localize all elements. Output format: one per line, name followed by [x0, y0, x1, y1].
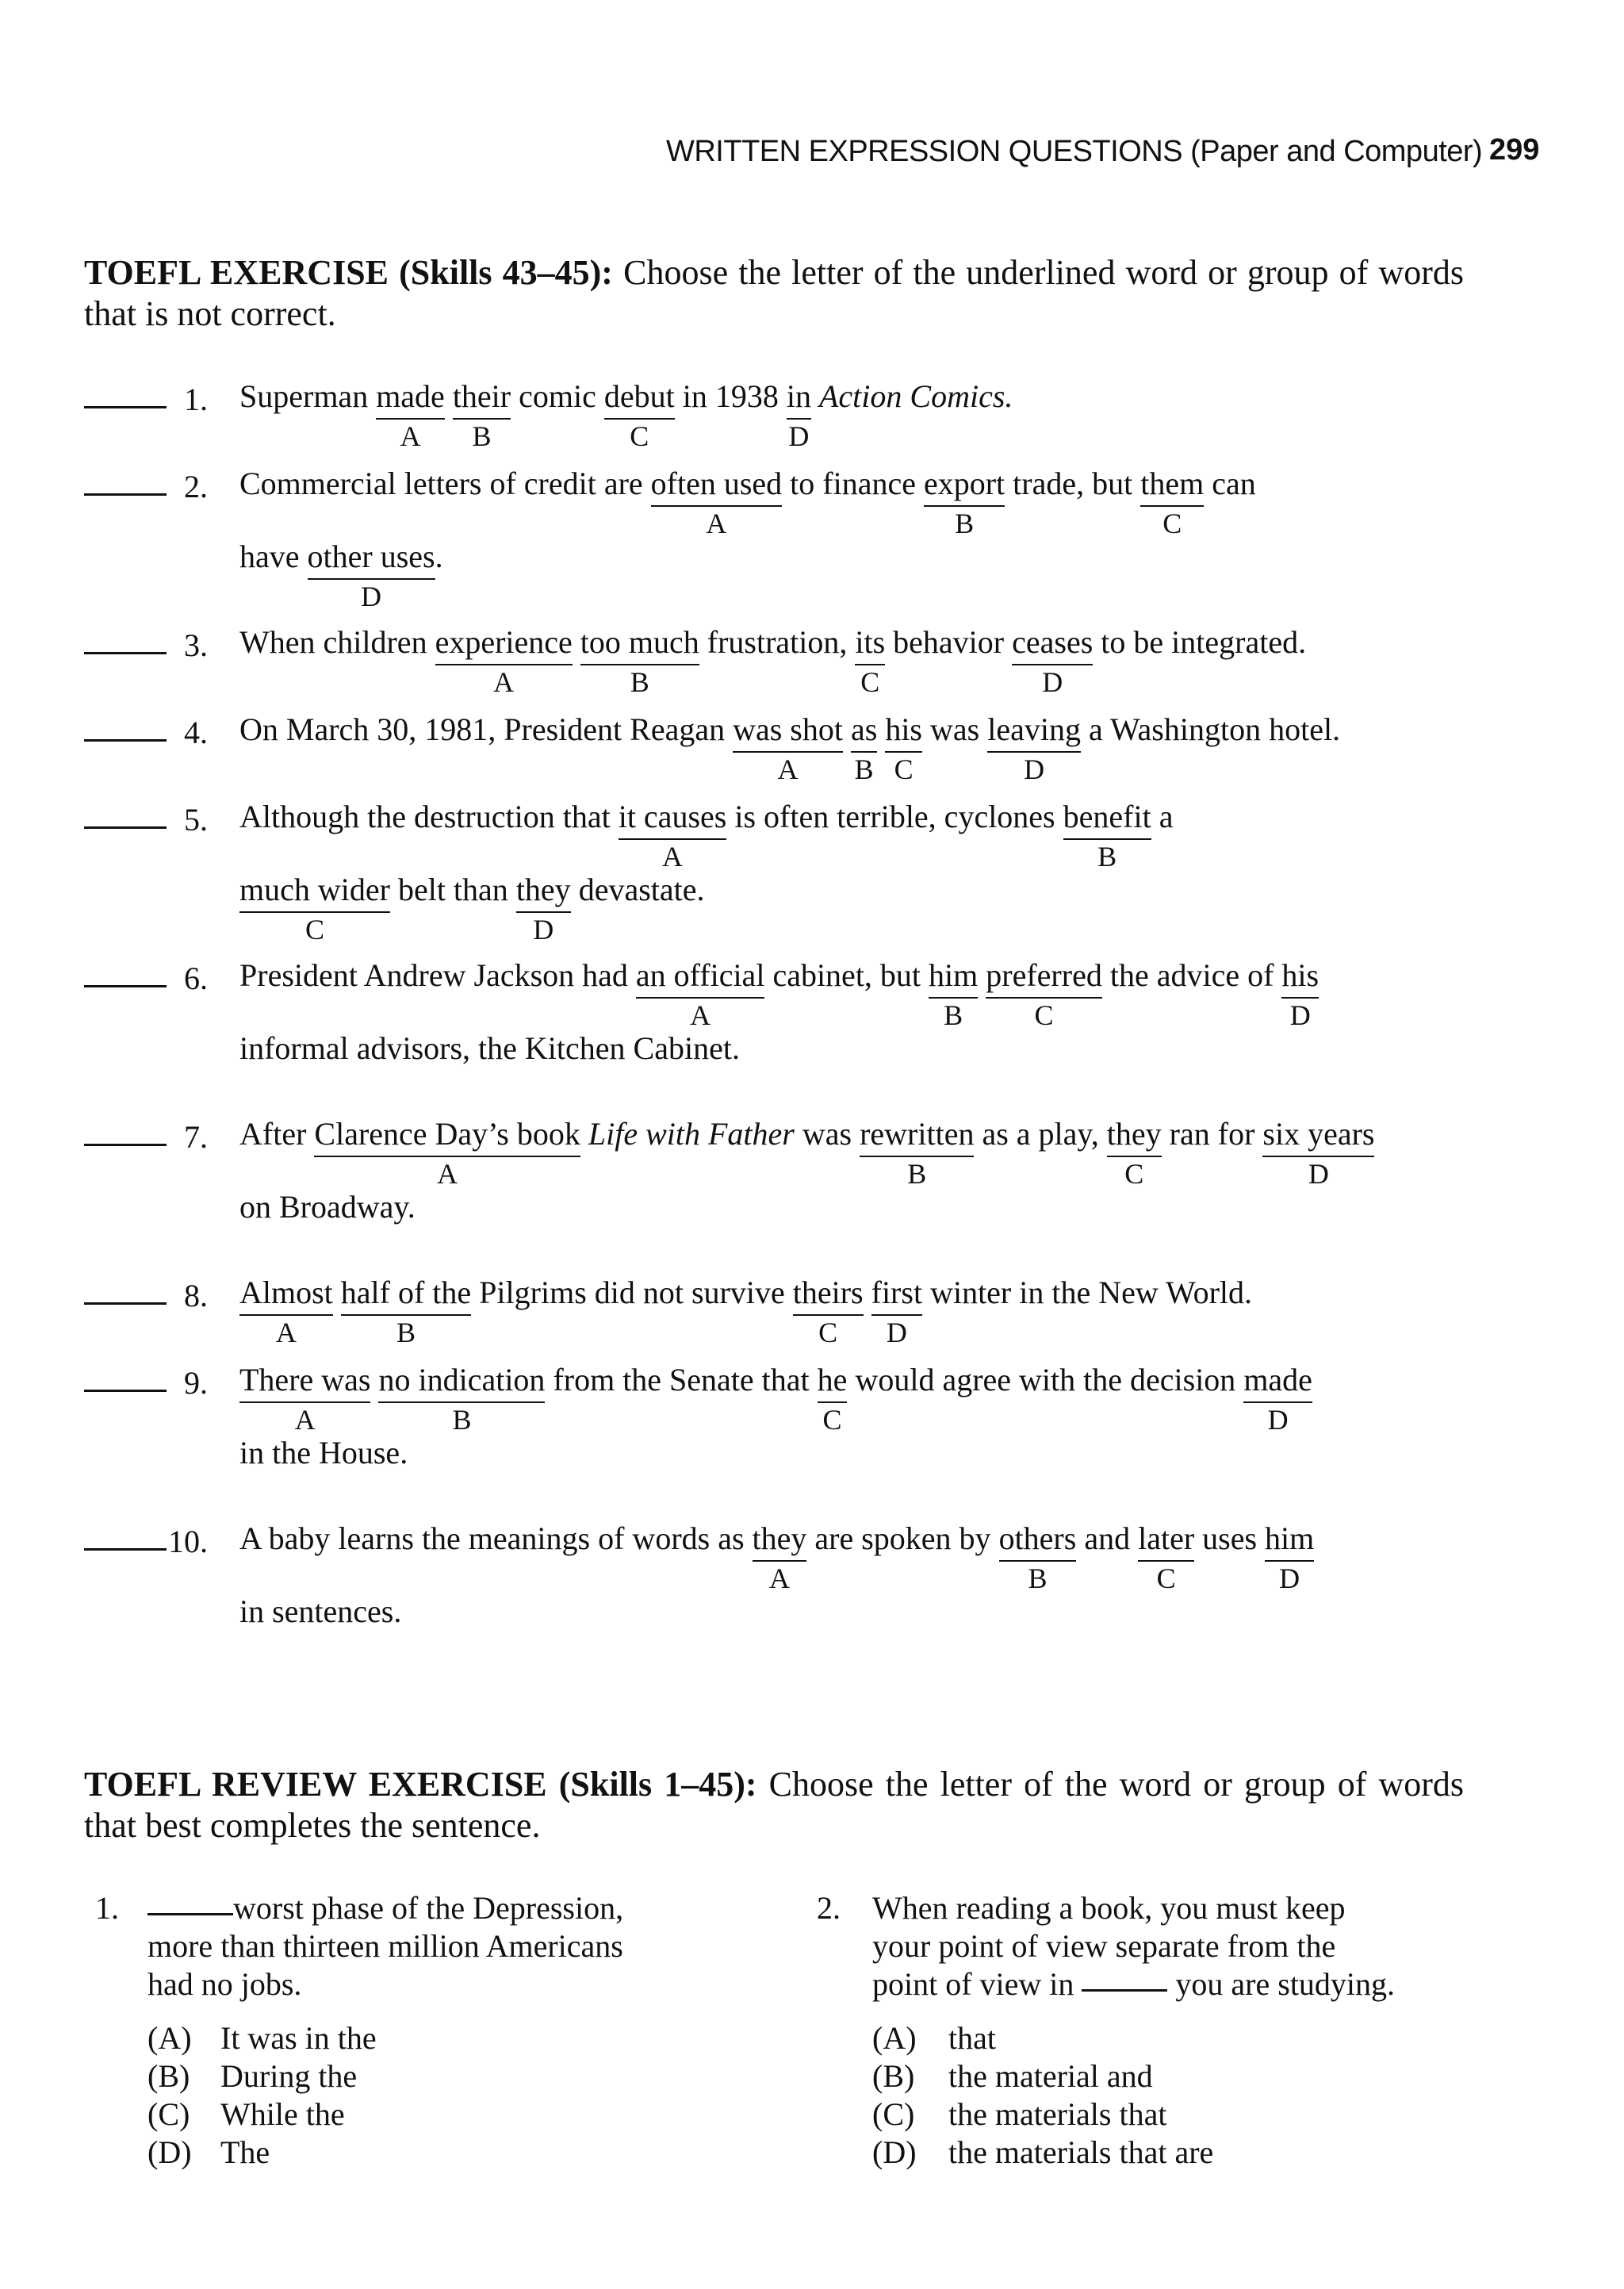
sentence-text: Commercial letters of credit are	[239, 466, 651, 501]
choice-letter: D	[1024, 753, 1045, 785]
answer-blank-wrapper	[84, 470, 193, 507]
answer-blank-wrapper	[84, 628, 193, 665]
question-line	[239, 711, 1341, 785]
underlined-text: its	[855, 624, 886, 660]
sentence-text: frustration,	[699, 624, 856, 660]
option-text[interactable]: the materials that	[948, 2096, 1167, 2132]
sentence-text: behavior	[885, 624, 1013, 660]
underlined-choice[interactable]	[871, 1275, 923, 1348]
choice-letter: B	[907, 1158, 927, 1190]
underlined-choice[interactable]	[435, 624, 573, 698]
choice-letter: A	[690, 999, 711, 1031]
sentence-text: the advice of	[1101, 957, 1282, 993]
question-number: 3.	[184, 627, 208, 663]
sentence-text	[864, 1275, 871, 1310]
question-line	[239, 378, 1013, 452]
underlined-text: was shot	[733, 711, 843, 747]
option-letter[interactable]: (D)	[147, 2134, 192, 2170]
option-text[interactable]: During the	[220, 2058, 358, 2094]
answer-blank-wrapper	[84, 1279, 193, 1316]
underlined-choice[interactable]	[239, 1362, 371, 1436]
question-line-continued	[239, 539, 443, 612]
question-number: 9.	[184, 1365, 208, 1401]
question-line	[239, 1520, 1315, 1594]
sentence-text: ran for	[1161, 1116, 1263, 1152]
sentence-text: comic	[511, 378, 604, 414]
underlined-choice[interactable]	[452, 378, 511, 452]
italic-title: Action Comics.	[818, 378, 1013, 414]
underlined-text: half of the	[340, 1275, 472, 1310]
underlined-text: an official	[635, 957, 765, 993]
underlined-text: export	[923, 466, 1005, 501]
option-text[interactable]: The	[220, 2134, 270, 2170]
underlined-text: benefit	[1063, 799, 1151, 834]
underlined-text: his	[885, 711, 922, 747]
question-number: 4.	[184, 715, 208, 750]
underlined-text: his	[1281, 957, 1320, 993]
exercise-title: TOEFL EXERCISE (Skills 43–45):	[84, 253, 613, 292]
underlined-choice[interactable]	[1281, 957, 1320, 1031]
option-letter[interactable]: (A)	[147, 2020, 192, 2056]
option-text[interactable]: While the	[220, 2096, 345, 2132]
underlined-text: they	[515, 872, 571, 907]
stem-text: you are studying.	[1175, 1966, 1396, 2002]
choice-letter: D	[1042, 666, 1063, 698]
underlined-text: experience	[435, 624, 573, 660]
sentence-text	[978, 957, 986, 993]
underlined-text: other uses	[307, 539, 435, 574]
question-line	[239, 466, 1256, 539]
option-letter[interactable]: (B)	[147, 2058, 190, 2094]
sentence-text: Pilgrims did not survive	[471, 1275, 793, 1310]
answer-blank-wrapper	[84, 803, 193, 840]
choice-letter: C	[818, 1317, 838, 1348]
choice-letter: D	[1267, 1404, 1289, 1436]
underlined-choice[interactable]	[239, 1275, 333, 1348]
answer-blank[interactable]	[84, 1144, 167, 1146]
sentence-text	[843, 711, 851, 747]
answer-blank[interactable]	[84, 826, 167, 829]
answer-blank-wrapper	[84, 715, 193, 753]
sentence-text: cabinet, but	[764, 957, 929, 993]
choice-letter: C	[894, 753, 914, 785]
sentence-text: winter in the New World.	[922, 1275, 1253, 1310]
underlined-text: preferred	[986, 957, 1102, 993]
sentence-text: Although the destruction that	[239, 799, 619, 834]
underlined-text: in	[786, 378, 811, 414]
sentence-text	[580, 1116, 588, 1152]
question-line-continued	[239, 1030, 740, 1066]
underlined-text: him	[1265, 1520, 1315, 1556]
underlined-text: ceases	[1012, 624, 1094, 660]
answer-blank-wrapper	[84, 382, 193, 420]
choice-letter: B	[1028, 1562, 1048, 1594]
sentence-text: A baby learns the meanings of words as	[239, 1520, 753, 1556]
question-line	[239, 799, 1174, 872]
underlined-choice[interactable]	[1140, 466, 1205, 539]
underlined-choice[interactable]	[1243, 1362, 1312, 1436]
choice-letter: A	[437, 1158, 458, 1190]
underlined-choice[interactable]	[239, 872, 390, 945]
sentence-text: on Broadway.	[239, 1189, 416, 1225]
choice-letter: A	[493, 666, 515, 698]
choice-letter: B	[955, 508, 975, 539]
stem-text: more than thirteen million Americans	[147, 1928, 623, 1964]
page-number: 299	[1489, 133, 1540, 167]
choice-letter: D	[1289, 999, 1311, 1031]
sentence-text: a	[1151, 799, 1174, 834]
underlined-text: Almost	[239, 1275, 333, 1310]
question-number: 8.	[184, 1278, 208, 1313]
question-line-continued	[239, 872, 705, 945]
question-line-continued	[239, 1191, 416, 1223]
underlined-choice[interactable]	[855, 624, 886, 698]
underlined-choice[interactable]	[580, 624, 699, 698]
question-number: 6.	[184, 960, 208, 996]
question-number: 2.	[184, 469, 208, 504]
underlined-choice[interactable]	[792, 1275, 864, 1348]
underlined-choice[interactable]	[733, 711, 843, 785]
underlined-choice[interactable]	[376, 378, 445, 452]
underlined-text: he	[817, 1362, 848, 1398]
sentence-text	[877, 711, 885, 747]
sentence-text: uses	[1194, 1520, 1266, 1556]
underlined-text: too much	[580, 624, 699, 660]
answer-blank[interactable]	[84, 652, 167, 654]
sentence-text: to be integrated.	[1093, 624, 1307, 660]
question-line	[239, 1275, 1253, 1348]
choice-letter: D	[533, 914, 554, 945]
answer-blank[interactable]	[84, 1390, 167, 1392]
stem-text: had no jobs.	[147, 1966, 302, 2002]
sentence-text: After	[239, 1116, 315, 1152]
choice-letter: A	[662, 841, 684, 872]
sentence-text: belt than	[389, 872, 516, 907]
choice-letter: B	[630, 666, 649, 698]
choice-letter: C	[630, 420, 649, 452]
sentence-text: would agree with the decision	[847, 1362, 1244, 1398]
sentence-text: When children	[239, 624, 435, 660]
question-line	[239, 624, 1307, 698]
underlined-text: their	[452, 378, 511, 414]
underlined-text: six years	[1262, 1116, 1375, 1152]
choice-letter: A	[275, 1317, 297, 1348]
choice-letter: B	[452, 1404, 472, 1436]
underlined-text: made	[376, 378, 445, 414]
underlined-choice[interactable]	[1138, 1520, 1195, 1594]
review-instruction: Choose the letter of the word or group of words that best completes the sentence.	[84, 1765, 1465, 1845]
underlined-choice[interactable]	[515, 872, 571, 945]
sentence-text: On March 30, 1981, President Reagan	[239, 711, 733, 747]
sentence-text: was	[922, 711, 988, 747]
underlined-text: no indication	[378, 1362, 546, 1398]
answer-blank	[147, 1913, 233, 1915]
choice-letter: B	[396, 1317, 416, 1348]
underlined-choice[interactable]	[923, 466, 1005, 539]
underlined-choice[interactable]	[1012, 624, 1094, 698]
answer-blank[interactable]	[84, 739, 167, 742]
underlined-choice[interactable]	[378, 1362, 546, 1436]
option-text[interactable]: It was in the	[220, 2020, 377, 2056]
choice-letter: D	[1279, 1562, 1300, 1594]
underlined-choice[interactable]	[752, 1520, 807, 1594]
sentence-text: in sentences.	[239, 1593, 402, 1629]
review-item-2-number: 2.	[817, 1890, 841, 1926]
answer-blank[interactable]	[84, 1302, 167, 1305]
underlined-text: them	[1140, 466, 1205, 501]
sentence-text: informal advisors, the Kitchen Cabinet.	[239, 1030, 740, 1066]
sentence-text	[333, 1275, 341, 1310]
underlined-choice[interactable]	[786, 378, 811, 452]
sentence-text: is often terrible, cyclones	[726, 799, 1063, 834]
underlined-text: it causes	[618, 799, 727, 834]
option-text[interactable]: that	[948, 2020, 996, 2056]
sentence-text: in the House.	[239, 1435, 408, 1470]
underlined-choice[interactable]	[998, 1520, 1077, 1594]
sentence-text: can	[1204, 466, 1256, 501]
underlined-text: they	[1106, 1116, 1162, 1152]
choice-letter: C	[1124, 1158, 1144, 1190]
choice-letter: B	[472, 420, 492, 452]
option-letter[interactable]: (D)	[872, 2134, 917, 2170]
underlined-choice[interactable]	[1265, 1520, 1315, 1594]
choice-letter: C	[822, 1404, 842, 1436]
sentence-text: a Washington hotel.	[1080, 711, 1341, 747]
option-letter[interactable]: (C)	[147, 2096, 190, 2132]
sentence-text: are spoken by	[806, 1520, 999, 1556]
italic-title: Life with Father	[588, 1116, 795, 1152]
choice-letter: B	[854, 753, 874, 785]
sentence-text: from the Senate that	[545, 1362, 818, 1398]
underlined-text: rewritten	[860, 1116, 975, 1152]
choice-letter: C	[1156, 1562, 1176, 1594]
underlined-text: There was	[239, 1362, 371, 1398]
choice-letter: A	[400, 420, 421, 452]
sentence-text: President Andrew Jackson had	[239, 957, 636, 993]
sentence-text: as a play,	[974, 1116, 1107, 1152]
answer-blank[interactable]	[84, 406, 167, 408]
question-number: 1.	[184, 382, 208, 417]
underlined-choice[interactable]	[603, 378, 675, 452]
answer-blank[interactable]	[84, 1548, 167, 1551]
underlined-choice[interactable]	[986, 957, 1102, 1031]
question-line	[239, 1116, 1375, 1190]
sentence-text: .	[435, 539, 443, 574]
choice-letter: D	[886, 1317, 907, 1348]
sentence-text: devastate.	[570, 872, 705, 907]
choice-letter: C	[1162, 508, 1182, 539]
answer-blank-wrapper	[84, 1120, 193, 1157]
stem-text: point of view in	[872, 1966, 1074, 2002]
sentence-text: trade, but	[1005, 466, 1141, 501]
answer-blank-wrapper	[84, 1366, 193, 1403]
sentence-text	[573, 624, 580, 660]
review-item-1-number: 1.	[95, 1890, 119, 1926]
option-letter[interactable]: (A)	[872, 2020, 917, 2056]
sentence-text: and	[1076, 1520, 1139, 1556]
underlined-text: often used	[650, 466, 783, 501]
underlined-text: others	[998, 1520, 1077, 1556]
option-text[interactable]: the materials that are	[948, 2134, 1214, 2170]
underlined-text: much wider	[239, 872, 390, 907]
choice-letter: C	[1034, 999, 1054, 1031]
choice-letter: C	[304, 914, 324, 945]
underlined-text: they	[752, 1520, 807, 1556]
underlined-choice[interactable]	[307, 539, 435, 612]
underlined-choice[interactable]	[850, 711, 878, 785]
underlined-choice[interactable]	[340, 1275, 472, 1348]
underlined-text: as	[850, 711, 878, 747]
review-heading	[84, 1764, 1464, 1846]
sentence-text: to finance	[782, 466, 924, 501]
sentence-text: in 1938	[674, 378, 787, 414]
choice-letter: D	[361, 581, 382, 612]
question-line-continued	[239, 1593, 402, 1629]
option-letter[interactable]: (B)	[872, 2058, 915, 2094]
stem-text: worst phase of the Depression,	[233, 1890, 624, 1926]
underlined-text: first	[871, 1275, 923, 1310]
choice-letter: A	[706, 508, 727, 539]
sentence-text: was	[794, 1116, 860, 1152]
sentence-text	[811, 378, 819, 414]
exercise-instruction: Choose the letter of the underlined word or group of words that is not correct.	[84, 253, 1465, 333]
question-line	[239, 1362, 1312, 1436]
underlined-choice[interactable]	[1262, 1116, 1375, 1190]
choice-letter: D	[1308, 1158, 1329, 1190]
choice-letter: B	[944, 999, 963, 1031]
review-title: TOEFL REVIEW EXERCISE (Skills 1–45):	[84, 1765, 757, 1804]
underlined-choice[interactable]	[987, 711, 1081, 785]
sentence-text: Superman	[239, 378, 377, 414]
answer-blank-wrapper	[84, 961, 193, 999]
underlined-text: debut	[603, 378, 675, 414]
option-letter[interactable]: (C)	[872, 2096, 915, 2132]
answer-blank[interactable]	[84, 493, 167, 496]
underlined-choice[interactable]	[1106, 1116, 1162, 1190]
underlined-choice[interactable]	[618, 799, 727, 872]
choice-letter: A	[777, 753, 799, 785]
sentence-text	[370, 1362, 378, 1398]
choice-letter: B	[1097, 841, 1117, 872]
answer-blank	[1082, 1989, 1167, 1992]
choice-letter: A	[294, 1404, 316, 1436]
underlined-text: leaving	[987, 711, 1081, 747]
choice-letter: D	[788, 420, 810, 452]
sentence-text	[445, 378, 453, 414]
choice-letter: A	[768, 1562, 790, 1594]
option-text[interactable]: the material and	[948, 2058, 1153, 2094]
underlined-choice[interactable]	[817, 1362, 848, 1436]
underlined-choice[interactable]	[635, 957, 765, 1031]
underlined-choice[interactable]	[885, 711, 922, 785]
review-item-2-stem	[872, 1889, 1395, 2003]
underlined-choice[interactable]	[1063, 799, 1151, 872]
choice-letter: C	[860, 666, 880, 698]
question-number: 10.	[168, 1524, 208, 1559]
stem-text: When reading a book, you must keep	[872, 1890, 1346, 1926]
underlined-text: theirs	[792, 1275, 864, 1310]
running-head: WRITTEN EXPRESSION QUESTIONS (Paper and Computer)	[666, 135, 1483, 168]
underlined-text: later	[1138, 1520, 1195, 1556]
underlined-text: Clarence Day’s book	[314, 1116, 580, 1152]
answer-blank[interactable]	[84, 985, 167, 987]
question-number: 5.	[184, 802, 208, 838]
underlined-choice[interactable]	[929, 957, 979, 1031]
sentence-text: have	[239, 539, 308, 574]
underlined-choice[interactable]	[314, 1116, 580, 1190]
question-line-continued	[239, 1437, 408, 1469]
stem-text: your point of view separate from the	[872, 1928, 1336, 1964]
underlined-text: made	[1243, 1362, 1312, 1398]
underlined-text: him	[929, 957, 979, 993]
review-item-1-stem	[147, 1889, 623, 2003]
question-line	[239, 957, 1320, 1031]
underlined-choice[interactable]	[860, 1116, 975, 1190]
question-number: 7.	[184, 1119, 208, 1155]
exercise-heading	[84, 252, 1464, 335]
underlined-choice[interactable]	[650, 466, 783, 539]
